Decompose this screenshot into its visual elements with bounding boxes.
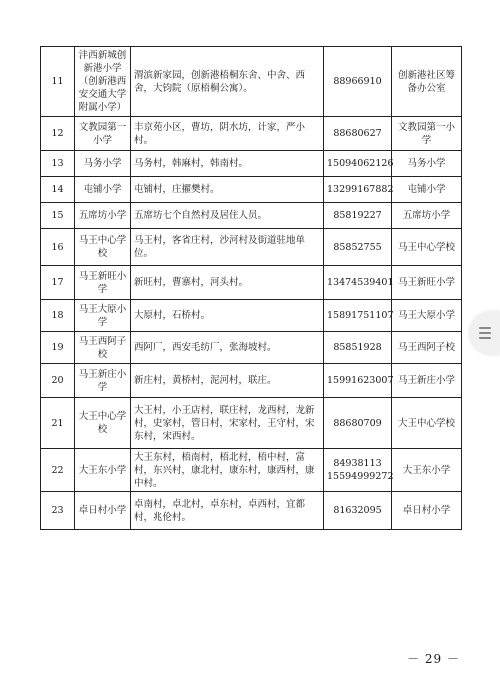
row-index: 16: [41, 229, 75, 266]
office-cell: 屯铺小学: [392, 177, 462, 203]
table-row: [41, 47, 462, 117]
school-name-cell: 五席坊小学: [75, 203, 131, 229]
enrollment-area-cell: 大王东村，梧南村，梧北村，梧中村，富村，东兴村，康北村，康东村，康西村，康中村。: [131, 449, 324, 492]
handle-line-icon: [479, 332, 491, 334]
school-name-cell: 大王东小学: [75, 449, 131, 492]
phone-cell: 13474539401: [324, 266, 392, 300]
phone-cell: 85852755: [324, 229, 392, 266]
enrollment-area-cell: 西阿厂，西安毛纺厂，张海坡村。: [131, 332, 324, 364]
row-index: 13: [41, 151, 75, 177]
school-name-cell: 屯铺小学: [75, 177, 131, 203]
table-row: [41, 177, 462, 203]
enrollment-area-cell: 丰京苑小区，曹坊，阴水坊，计家，严小村。: [131, 117, 324, 151]
phone-cell: 84938113 15594999272: [324, 449, 392, 492]
row-index: 19: [41, 332, 75, 364]
enrollment-area-cell: 马王村，客省庄村，沙河村及街道驻地单位。: [131, 229, 324, 266]
phone-cell: 85851928: [324, 332, 392, 364]
school-name-cell: 文教园第一小学: [75, 117, 131, 151]
enrollment-area-cell: 屯铺村，庄擢樊村。: [131, 177, 324, 203]
phone-cell: 81632095: [324, 492, 392, 530]
enrollment-area-cell: 新旺村，曹寨村，河头村。: [131, 266, 324, 300]
row-index: 20: [41, 364, 75, 398]
school-name-cell: 沣西新城创新港小学（创新港西安交通大学附属小学）: [75, 47, 131, 117]
office-cell: 马王大原小学: [392, 300, 462, 332]
office-cell: 卓日村小学: [392, 492, 462, 530]
row-index: 14: [41, 177, 75, 203]
handle-line-icon: [479, 327, 491, 329]
table-row: [41, 117, 462, 151]
office-cell: 文教园第一小学: [392, 117, 462, 151]
school-name-cell: 卓日村小学: [75, 492, 131, 530]
enrollment-area-cell: 大原村，石桥村。: [131, 300, 324, 332]
scroll-handle[interactable]: [470, 312, 500, 354]
handle-line-icon: [479, 337, 491, 339]
office-cell: 五席坊小学: [392, 203, 462, 229]
table-row: [41, 364, 462, 398]
school-name-cell: 马王新庄小学: [75, 364, 131, 398]
enrollment-area-cell: 马务村，韩麻村，韩南村。: [131, 151, 324, 177]
office-cell: 大王中心学校: [392, 398, 462, 449]
table-row: [41, 229, 462, 266]
school-name-cell: 马王西阿子校: [75, 332, 131, 364]
office-cell: 创新港社区筹备办公室: [392, 47, 462, 117]
enrollment-area-cell: 卓南村，卓北村，卓东村，卓西村，宜都村，兆伦村。: [131, 492, 324, 530]
school-name-cell: 马王新旺小学: [75, 266, 131, 300]
table-body: [41, 47, 462, 530]
school-zone-table: [40, 46, 462, 530]
office-cell: 马王中心学校: [392, 229, 462, 266]
school-name-cell: 马王中心学校: [75, 229, 131, 266]
table-row: [41, 492, 462, 530]
enrollment-area-cell: 五席坊七个自然村及居住人员。: [131, 203, 324, 229]
phone-cell: 15991623007: [324, 364, 392, 398]
office-cell: 马王西阿子校: [392, 332, 462, 364]
row-index: 18: [41, 300, 75, 332]
school-name-cell: 马王大原小学: [75, 300, 131, 332]
page-number: － 29 －: [407, 652, 460, 666]
phone-cell: 88680709: [324, 398, 392, 449]
office-cell: 马务小学: [392, 151, 462, 177]
row-index: 22: [41, 449, 75, 492]
school-name-cell: 大王中心学校: [75, 398, 131, 449]
enrollment-area-cell: 新庄村，黄桥村，泥河村，联庄。: [131, 364, 324, 398]
office-cell: 大王东小学: [392, 449, 462, 492]
table-row: [41, 449, 462, 492]
row-index: 15: [41, 203, 75, 229]
table-row: [41, 300, 462, 332]
table-row: [41, 332, 462, 364]
school-name-cell: 马务小学: [75, 151, 131, 177]
enrollment-area-cell: 渭滨新家园，创新港梧桐东舍、中舍、西舍，大钧院（原梧桐公寓）。: [131, 47, 324, 117]
table-row: [41, 398, 462, 449]
office-cell: 马王新庄小学: [392, 364, 462, 398]
row-index: 23: [41, 492, 75, 530]
row-index: 11: [41, 47, 75, 117]
enrollment-area-cell: 大王村，小王店村，联庄村，龙西村，龙新村，史家村，管日村，宋家村，王守村，宋东村，宋西村。: [131, 398, 324, 449]
table-row: [41, 151, 462, 177]
table-row: [41, 266, 462, 300]
row-index: 17: [41, 266, 75, 300]
phone-cell: 88680627: [324, 117, 392, 151]
row-index: 12: [41, 117, 75, 151]
office-cell: 马王新旺小学: [392, 266, 462, 300]
phone-cell: 85819227: [324, 203, 392, 229]
phone-cell: 88966910: [324, 47, 392, 117]
phone-cell: 13299167882: [324, 177, 392, 203]
phone-cell: 15891751107: [324, 300, 392, 332]
phone-cell: 15094062126: [324, 151, 392, 177]
table-row: [41, 203, 462, 229]
row-index: 21: [41, 398, 75, 449]
